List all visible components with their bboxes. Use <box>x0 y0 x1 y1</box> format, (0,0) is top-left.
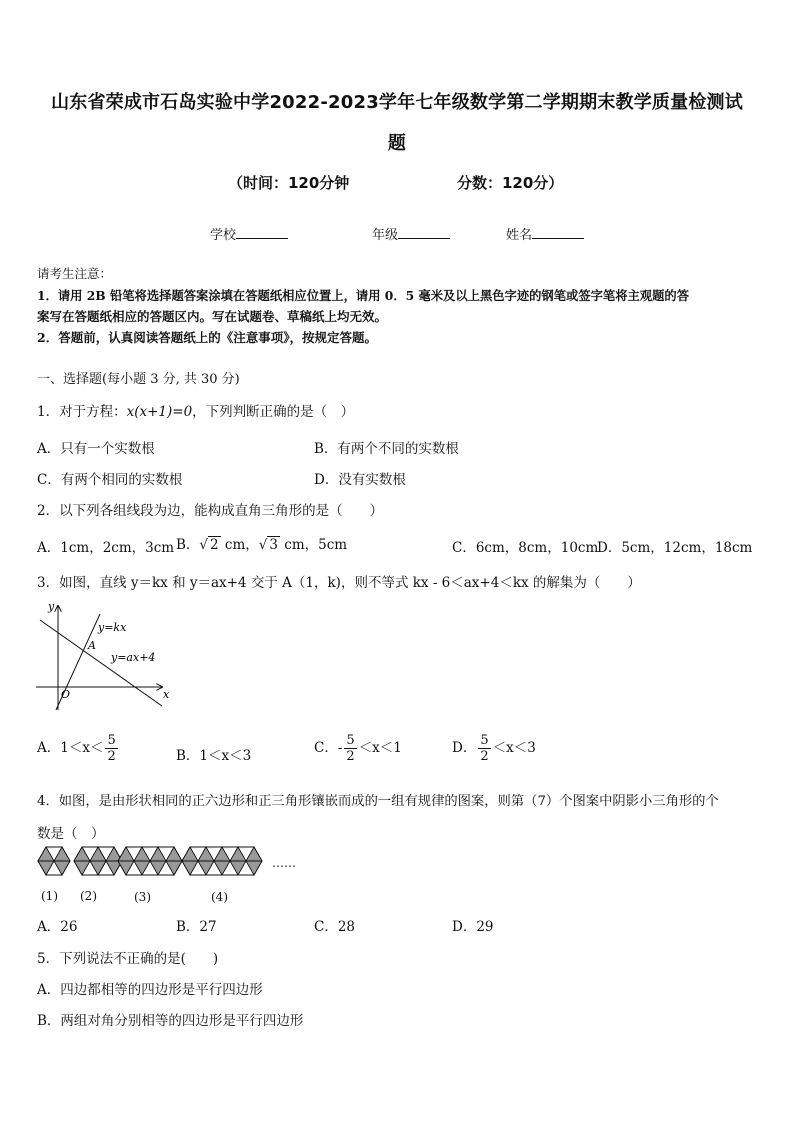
q4-stem-line1: 4．如图，是由形状相同的正六边形和正三角形镶嵌而成的一组有规律的图案，则第（7）个图案中阴影小三角形的个 <box>37 794 719 809</box>
q3-option-c: C．- $\frac{5}{2}$ ＜x＜1 <box>314 733 402 764</box>
time-label: （时间：120分钟 <box>228 174 350 192</box>
school-blank <box>236 226 288 239</box>
exam-title-line2: 题 <box>387 133 407 154</box>
q2-option-a: A．1cm，2cm，3cm <box>37 540 175 556</box>
q3-graph <box>34 598 184 714</box>
grade-field <box>372 224 450 243</box>
q3-option-d: D． $\frac{5}{2}$ ＜x＜3 <box>452 733 536 764</box>
q4-option-a: A．26 <box>37 919 78 935</box>
shaded-triangle <box>54 861 70 875</box>
q4-caption-4: (4) <box>211 890 228 904</box>
shaded-triangle <box>38 861 54 875</box>
name-blank <box>532 226 584 239</box>
school-label: 学校 <box>210 228 237 243</box>
grade-blank <box>398 226 450 239</box>
q1-prefix: 1．对于方程： <box>37 404 127 420</box>
exam-title-line1: 山东省荣成市石岛实验中学2022-2023学年七年级数学第二学期期末教学质量检测试 <box>51 92 743 113</box>
shaded-triangle <box>38 847 54 861</box>
q2-b-mid: cm， <box>224 537 259 553</box>
q4-option-b: B．27 <box>176 919 217 935</box>
q2-option-b <box>176 533 347 553</box>
q1-stem <box>37 400 354 420</box>
q5-option-a: A．四边都相等的四边形是平行四边形 <box>37 982 263 998</box>
q2-stem: 2．以下列各组线段为边，能构成直角三角形的是（ ） <box>37 503 384 519</box>
q1-option-a: A．只有一个实数根 <box>37 441 155 457</box>
q2-b-sqrt3: √ 3 <box>258 537 278 553</box>
q4-ellipsis: …… <box>272 856 296 870</box>
score-label: 分数：120分） <box>457 174 564 192</box>
y-axis-label: y <box>48 600 55 613</box>
q3-stem: 3．如图，直线 y＝kx 和 y＝ax+4 交于 A（1，k)，则不等式 kx - 6＜ax+4＜kx 的解集为（ ） <box>37 575 641 591</box>
school-field <box>210 224 288 243</box>
line-kx-label: y=kx <box>98 621 127 634</box>
q1-option-b: B．有两个不同的实数根 <box>314 441 459 457</box>
line-ax4-label: y=ax+4 <box>111 651 156 664</box>
q4-option-d: D．29 <box>452 919 494 935</box>
q3-option-b: B．1＜x＜3 <box>176 748 252 764</box>
notice-item1-line1: 1．请用 2B 铅笔将选择题答案涂填在答题纸相应位置上，请用 0．5 毫米及以上黑色字迹的钢笔或签字笔将主观题的答 <box>37 288 689 303</box>
notice-item2: 2．答题前，认真阅读答题纸上的《注意事项》，按规定答题。 <box>37 330 377 345</box>
q1-option-d: D．没有实数根 <box>314 472 406 488</box>
x-axis-label: x <box>163 688 170 701</box>
section1-heading: 一、选择题(每小题 3 分, 共 30 分) <box>37 372 240 387</box>
name-field <box>506 224 584 243</box>
q4-caption-3: (3) <box>134 890 151 904</box>
name-label: 姓名 <box>506 228 533 243</box>
q2-b-suffix: cm，5cm <box>284 537 348 553</box>
q1-equation: x(x+1)=0 <box>126 404 193 420</box>
q1-suffix: ，下列判断正确的是（ ） <box>192 404 355 420</box>
notice-heading: 请考生注意： <box>37 266 113 281</box>
q4-caption-1: (1) <box>41 889 58 903</box>
notice-item1-line2: 案写在答题纸相应的答题区内。写在试题卷、草稿纸上均无效。 <box>37 309 388 324</box>
q3-option-a: A．1＜x＜ $\frac{5}{2}$ <box>37 733 116 764</box>
origin-label: O <box>61 688 71 701</box>
q4-caption-2: (2) <box>80 889 97 903</box>
q4-stem-line2: 数是（ ） <box>37 826 105 842</box>
q2-option-d: D．5cm，12cm，18cm <box>597 540 753 556</box>
q5-stem: 5．下列说法不正确的是( ) <box>37 951 219 967</box>
q1-option-c: C．有两个相同的实数根 <box>37 472 183 488</box>
q4-pattern-figure <box>36 843 276 883</box>
point-a-label: A <box>88 639 96 652</box>
q4-option-c: C．28 <box>314 919 356 935</box>
grade-label: 年级 <box>372 228 399 243</box>
q2-option-c: C．6cm，8cm，10cm <box>452 540 599 556</box>
q2-b-prefix: B． <box>176 537 200 553</box>
q2-b-sqrt2: √ 2 <box>199 537 219 553</box>
shaded-triangle <box>54 847 70 861</box>
q5-option-b: B．两组对角分别相等的四边形是平行四边形 <box>37 1013 304 1029</box>
